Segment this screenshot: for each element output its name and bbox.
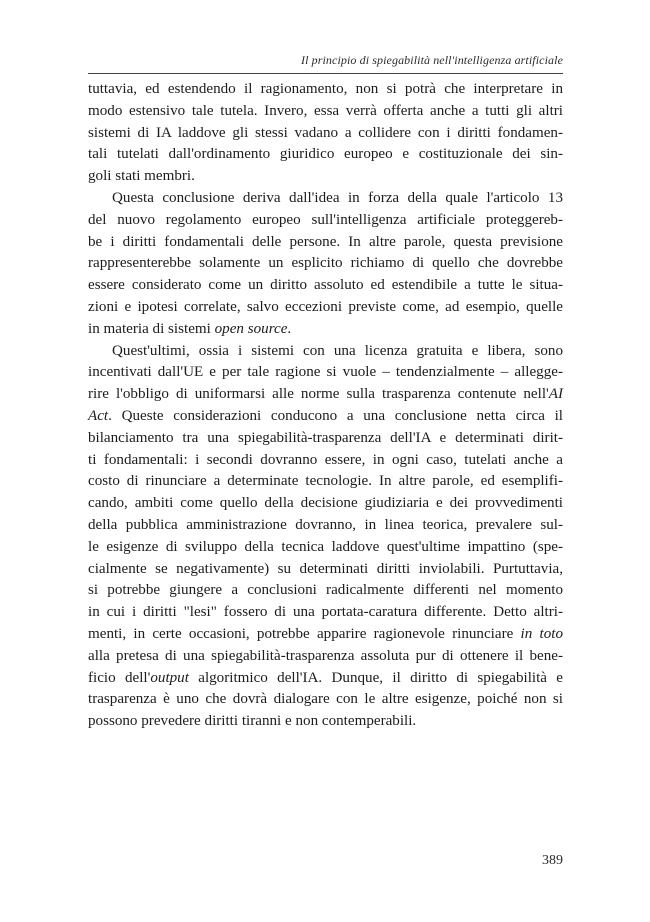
text-line	[88, 253, 563, 275]
text-run: ti fondamentali: i secondi dovranno essere, in ogni caso, tutelati anche a	[88, 451, 563, 468]
text-run: bilanciamento tra una spiegabilità-trasparenza dell'IA e determinati dirit-	[88, 429, 563, 446]
text-line	[88, 646, 563, 668]
text-run: ficio dell'	[88, 669, 151, 686]
page-number: 389	[542, 853, 563, 868]
text-line	[88, 580, 563, 602]
text-run: alla pretesa di una spiegabilità-trasparenza assoluta pur di ottenere il bene-	[88, 647, 563, 664]
text-run: .	[287, 320, 292, 337]
text-line	[88, 210, 563, 232]
text-run: essere considerato come un diritto assoluto ed estendibile a tutte le situa-	[88, 277, 563, 294]
text-line	[88, 275, 563, 297]
italic-text: AI	[548, 386, 563, 403]
text-run: zioni e ipotesi correlate, salvo eccezioni previste come, ad esempio, quelle	[88, 298, 563, 315]
text-run: in materia di sistemi	[88, 320, 215, 337]
text-run: incentivati dall'UE e per tale ragione si vuole – tendenzialmente – allegge-	[88, 364, 563, 381]
text-line	[88, 341, 563, 363]
italic-text: output	[150, 669, 189, 686]
italic-text: Act	[88, 407, 109, 424]
running-head: Il principio di spiegabilità nell'intelligenza artificiale	[300, 53, 563, 67]
text-run: possono prevedere diritti tiranni e non contemperabili.	[88, 713, 417, 730]
text-line	[88, 166, 563, 188]
text-line	[88, 689, 563, 711]
text-run: modo estensivo tale tutela. Invero, essa verrà offerta anche a tutti gli altri	[88, 102, 563, 119]
text-run: menti, in certe occasioni, potrebbe apparire ragionevole rinunciare	[88, 625, 521, 642]
text-run: si potrebbe giungere a conclusioni radicalmente differenti nel momento	[88, 582, 563, 599]
paragraph	[88, 188, 563, 341]
text-run: algoritmico dell'IA. Dunque, il diritto di spiegabilità e	[188, 669, 563, 686]
text-run: trasparenza è uno che dovrà dialogare con le altre esigenze, poiché non si	[88, 691, 563, 708]
text-run: rappresenterebbe solamente un esplicito richiamo di quello che dovrebbe	[88, 255, 563, 272]
text-line	[88, 668, 563, 690]
text-line	[88, 559, 563, 581]
text-line	[88, 624, 563, 646]
text-run: goli stati membri.	[88, 168, 195, 185]
text-line	[88, 123, 563, 145]
text-line	[88, 450, 563, 472]
text-run: in cui i diritti "lesi" fossero di una portata-caratura differente. Detto altri-	[88, 604, 563, 621]
text-line	[88, 428, 563, 450]
text-line	[88, 79, 563, 101]
text-line	[88, 188, 563, 210]
text-run: cando, ambiti come quello della decisione giudiziaria e dei provvedimenti	[88, 495, 563, 512]
text-run: cialmente se negativamente) su determinati diritti inviolabili. Purtuttavia,	[88, 560, 563, 577]
text-run: le esigenze di sviluppo della tecnica laddove quest'ultime impattino (spe-	[88, 538, 563, 555]
text-line	[88, 515, 563, 537]
text-line	[88, 471, 563, 493]
text-run: della pubblica amministrazione dovranno, in linea teorica, prevalere sul-	[88, 516, 563, 533]
text-line	[88, 711, 563, 733]
text-run: del nuovo regolamento europeo sull'intelligenza artificiale proteggereb-	[88, 211, 563, 228]
text-run: rire l'obbligo di uniformarsi alle norme sulla trasparenza contenute nell'	[88, 386, 549, 403]
text-line	[88, 144, 563, 166]
text-run: costo di rinunciare a determinate tecnologie. In altre parole, ed esemplifi-	[88, 473, 563, 490]
text-run: tali tutelati dall'ordinamento giuridico europeo e costituzionale dei sin-	[88, 146, 563, 163]
text-line	[88, 362, 563, 384]
paragraph	[88, 341, 563, 733]
text-run: Questa conclusione deriva dall'idea in forza della quale l'articolo 13	[112, 189, 563, 206]
text-line	[88, 537, 563, 559]
text-line	[88, 101, 563, 123]
text-line	[88, 493, 563, 515]
body-text	[88, 79, 563, 733]
text-line	[88, 602, 563, 624]
text-run: tuttavia, ed estendendo il ragionamento, non si potrà che interpretare in	[88, 81, 563, 97]
text-run: . Queste considerazioni conducono a una conclusione netta circa il	[108, 407, 563, 424]
italic-text: open source	[214, 320, 288, 337]
text-line	[88, 232, 563, 254]
text-line	[88, 384, 563, 406]
text-run: be i diritti fondamentali delle persone. In altre parole, questa previsione	[88, 233, 563, 250]
text-line	[88, 297, 563, 319]
text-run: sistemi di IA laddove gli stessi vadano a collidere con i diritti fondamen-	[88, 124, 563, 141]
italic-text: in toto	[520, 625, 563, 642]
header-rule	[88, 73, 563, 74]
text-line	[88, 406, 563, 428]
text-line	[88, 319, 563, 341]
paragraph	[88, 79, 563, 188]
text-run: Quest'ultimi, ossia i sistemi con una licenza gratuita e libera, sono	[112, 342, 563, 359]
